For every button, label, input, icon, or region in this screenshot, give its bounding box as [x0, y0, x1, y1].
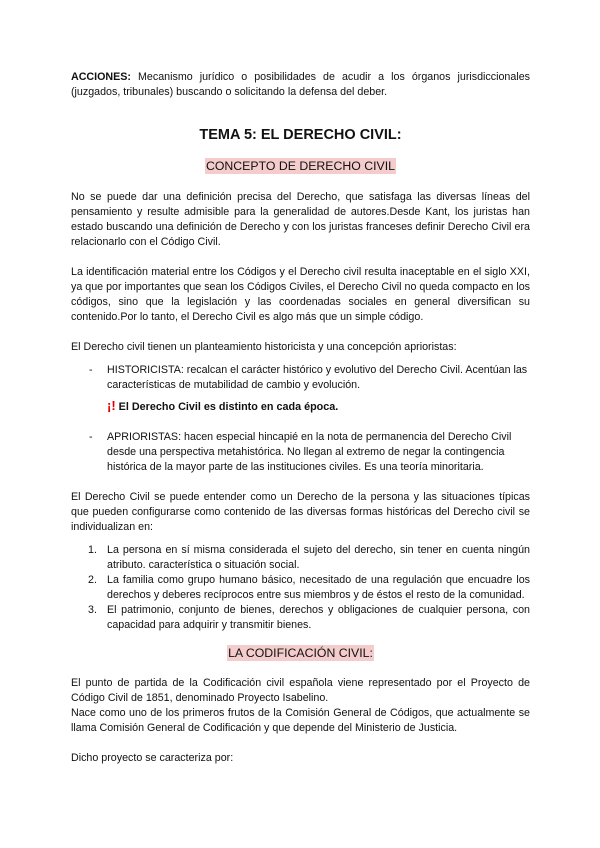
warning-note: [107, 398, 530, 415]
exclamation-icon: ¡!: [107, 398, 116, 413]
list-item-text: La familia como grupo humano básico, necesitado de una regulación que encuadre los derechos y deberes recíprocos entre sus miembros y de éstos el resto de la comunidad.: [107, 574, 530, 601]
historicista-text: HISTORICISTA: recalcan el carácter histórico y evolutivo del Derecho Civil. Acentúan las características de mutabilidad de cambio y evolución.: [107, 364, 528, 391]
paragraph-persona: El Derecho Civil se puede entender como un Derecho de la persona y las situaciones típicas que pueden configurarse como contenido de las diversas formas históricas del Derecho civil se individualizan en:: [71, 491, 530, 533]
acciones-paragraph: [71, 70, 530, 100]
list-number: 3.: [88, 604, 97, 616]
aprioristas-text: APRIORISTAS: hacen especial hincapié en la nota de permanencia del Derecho Civil desde una perspectiva metahistórica. No llegan al extremo de negar la contingencia histórica de la mayor parte de las instituciones civiles. Es una teoría minoritaria.: [107, 431, 512, 473]
list-item-persona: [71, 543, 530, 573]
list-item-text: El patrimonio, conjunto de bienes, derechos y obligaciones de cualquier persona, con capacidad para adquirir y transmitir bienes.: [107, 604, 530, 631]
dash-marker: -: [89, 431, 93, 443]
list-item-patrimonio: [71, 603, 530, 633]
section-heading-codificacion-text: LA CODIFICACIÓN CIVIL:: [228, 646, 373, 660]
list-item-aprioristas: [71, 430, 530, 475]
list-item-historicista: [71, 363, 530, 415]
acciones-text: Mecanismo jurídico o posibilidades de acudir a los órganos jurisdiccionales (juzgados, tribunales) buscando o solicitando la defensa del deber.: [71, 71, 530, 98]
warning-text: El Derecho Civil es distinto en cada época.: [115, 401, 339, 413]
paragraph-planteamiento: El Derecho civil tienen un planteamiento historicista y una concepción aprioristas:: [71, 341, 457, 353]
dash-list: [71, 363, 530, 475]
numbered-list: [71, 543, 530, 633]
paragraph-identificacion: La identificación material entre los Códigos y el Derecho civil resulta inaceptable en el siglo XXI, ya que por importantes que sean los Códigos Civiles, el Derecho Civil no queda compacto en los códigos, sino que la legislación y las coordenadas sociales en general diversifican su contenido.Por lo tanto, el Derecho Civil es algo más que un simple código.: [71, 266, 530, 323]
acciones-label: ACCIONES:: [71, 71, 131, 83]
section-heading-concepto: [71, 158, 530, 175]
section-heading-concepto-text: CONCEPTO DE DERECHO CIVIL: [205, 159, 396, 173]
list-number: 2.: [88, 574, 97, 586]
section-heading-codificacion: [71, 645, 530, 662]
paragraph-proyecto: Dicho proyecto se caracteriza por:: [71, 752, 234, 764]
list-item-text: La persona en sí misma considerada el sujeto del derecho, sin tener en cuenta ningún atributo. característica o situación social.: [107, 544, 530, 571]
paragraph-definicion: No se puede dar una definición precisa del Derecho, que satisfaga las diversas líneas del pensamiento y resulte admisible para la generalidad de autores.Desde Kant, los juristas han estado buscando una definición de Derecho y con los juristas franceses definir Derecho Civil era relacionarlo con el Código Civil.: [71, 191, 530, 248]
dash-marker: -: [89, 364, 93, 376]
tema-title: TEMA 5: EL DERECHO CIVIL:: [199, 127, 402, 143]
paragraph-punto-partida: El punto de partida de la Codificación civil española viene representado por el Proyecto de Código Civil de 1851, denominado Proyecto Isabelino.: [71, 677, 530, 704]
list-item-familia: [71, 573, 530, 603]
paragraph-comision: Nace como uno de los primeros frutos de la Comisión General de Códigos, que actualmente se llama Comisión General de Codificación y que depende del Ministerio de Justicia.: [71, 707, 530, 734]
list-number: 1.: [88, 544, 97, 556]
